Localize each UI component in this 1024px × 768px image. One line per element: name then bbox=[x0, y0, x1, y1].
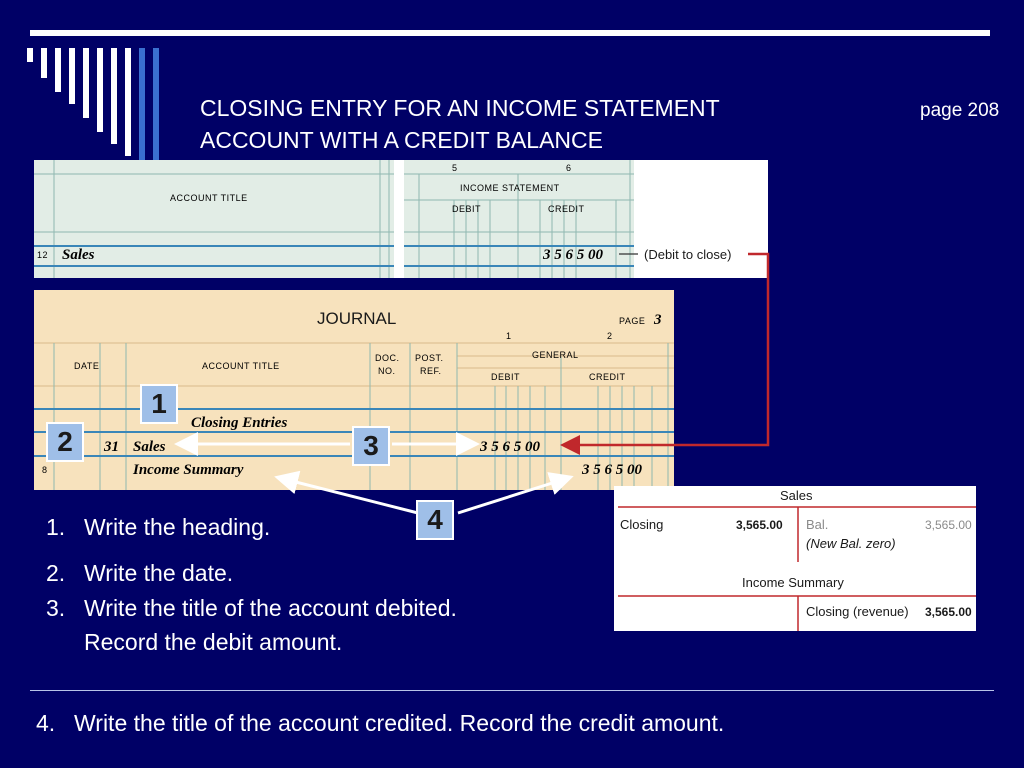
step-3 bbox=[46, 595, 457, 622]
journal-debit-header: DEBIT bbox=[491, 372, 521, 382]
journal-doc-no-header-2: NO. bbox=[378, 366, 396, 376]
callout-3: 3 bbox=[352, 426, 390, 466]
worksheet-credit-header: CREDIT bbox=[548, 204, 585, 214]
callout-1: 1 bbox=[140, 384, 178, 424]
callout-4-arrow-left bbox=[280, 478, 418, 513]
step-3-text: Write the title of the account debited. bbox=[84, 595, 457, 621]
journal-credit-header: CREDIT bbox=[589, 372, 626, 382]
step-4-text: Write the title of the account credited. Record the credit amount. bbox=[74, 710, 725, 736]
step-2-number: 2. bbox=[46, 560, 66, 586]
worksheet-col-6: 6 bbox=[566, 163, 572, 173]
t-account-sales-credit-label: Bal. bbox=[806, 517, 829, 532]
step-1-number: 1. bbox=[46, 514, 66, 540]
worksheet-income-statement-header: INCOME STATEMENT bbox=[460, 183, 560, 193]
worksheet-col-5: 5 bbox=[452, 163, 458, 173]
journal-post-ref-header: POST. bbox=[415, 353, 444, 363]
journal-post-ref-header-2: REF. bbox=[420, 366, 442, 376]
t-account-sales-debit-amount: 3,565.00 bbox=[736, 518, 783, 532]
journal-col-2: 2 bbox=[607, 331, 613, 341]
worksheet-row-account: Sales bbox=[62, 247, 95, 263]
worksheet-note: (Debit to close) bbox=[644, 247, 732, 262]
step-2-text: Write the date. bbox=[84, 560, 234, 586]
t-account-income-summary-credit-amount: 3,565.00 bbox=[925, 605, 972, 619]
step-3-continuation bbox=[84, 629, 342, 656]
journal-general-header: GENERAL bbox=[532, 350, 579, 360]
worksheet-debit-header: DEBIT bbox=[452, 204, 482, 214]
t-account-income-summary-title: Income Summary bbox=[742, 575, 844, 590]
divider-line bbox=[30, 690, 994, 691]
journal-doc-no-header: DOC. bbox=[375, 353, 400, 363]
worksheet-row-credit: 3 5 6 5 00 bbox=[543, 247, 603, 263]
journal-row1-day: 31 bbox=[104, 439, 119, 455]
worksheet-row-number: 12 bbox=[37, 250, 49, 260]
journal-row2-credit: 3 5 6 5 00 bbox=[582, 462, 642, 478]
journal-page-number: 3 bbox=[654, 312, 662, 328]
callout-4-arrow-right bbox=[458, 478, 568, 513]
slide-title-line-2: ACCOUNT WITH A CREDIT BALANCE bbox=[200, 127, 603, 153]
step-4 bbox=[36, 710, 724, 737]
journal-row1-account: Sales bbox=[133, 439, 166, 455]
step-1 bbox=[46, 514, 270, 541]
step-3-text-2: Record the debit amount. bbox=[84, 629, 343, 655]
step-1-text: Write the heading. bbox=[84, 514, 271, 540]
t-account-sales-debit-label: Closing bbox=[620, 517, 664, 532]
journal-row2-account: Income Summary bbox=[133, 462, 244, 478]
step-4-number: 4. bbox=[36, 710, 56, 736]
slide-title-line-1: CLOSING ENTRY FOR AN INCOME STATEMENT bbox=[200, 95, 720, 121]
journal-col-1: 1 bbox=[506, 331, 512, 341]
t-account-sales-credit-amount: 3,565.00 bbox=[925, 518, 972, 532]
page-reference: page 208 bbox=[920, 100, 1000, 121]
journal-title: JOURNAL bbox=[317, 309, 397, 328]
t-account-sales-title: Sales bbox=[780, 488, 813, 503]
debit-to-close-arrow bbox=[565, 254, 768, 445]
journal-account-title-header: ACCOUNT TITLE bbox=[202, 361, 280, 371]
journal-date-header: DATE bbox=[74, 361, 100, 371]
callout-4: 4 bbox=[416, 500, 454, 540]
journal-heading-entry: Closing Entries bbox=[191, 415, 288, 431]
step-3-number: 3. bbox=[46, 595, 66, 621]
journal-page-label: PAGE bbox=[619, 316, 646, 326]
journal-row2-number: 8 bbox=[42, 465, 48, 475]
t-accounts-figure bbox=[614, 486, 976, 631]
step-2 bbox=[46, 560, 233, 587]
worksheet-account-title-header: ACCOUNT TITLE bbox=[170, 193, 248, 203]
t-account-income-summary-credit-label: Closing (revenue) bbox=[806, 604, 909, 619]
journal-row1-debit: 3 5 6 5 00 bbox=[480, 439, 540, 455]
t-account-sales-credit-note: (New Bal. zero) bbox=[806, 536, 896, 551]
callout-2: 2 bbox=[46, 422, 84, 462]
